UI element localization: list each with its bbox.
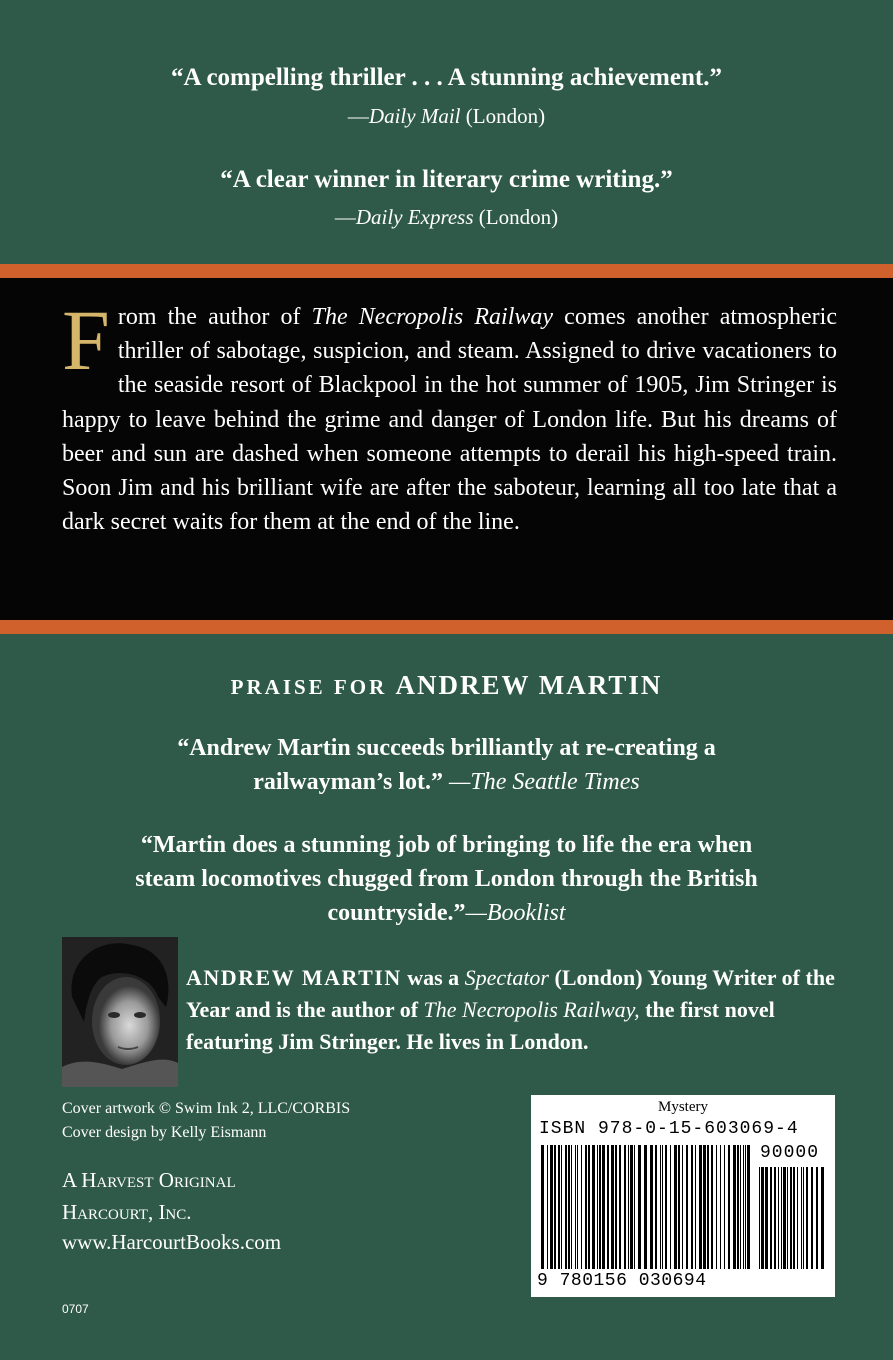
barcode-bar [790, 1167, 792, 1269]
cover-artwork-credit: Cover artwork © Swim Ink 2, LLC/CORBIS [62, 1100, 351, 1117]
praise-quote-seattle-times [0, 731, 893, 799]
barcode-bar [575, 1145, 576, 1269]
orange-band-bottom [0, 620, 893, 634]
barcode-bars-addon [759, 1167, 827, 1269]
barcode-bar [607, 1145, 609, 1269]
barcode-bar [821, 1167, 824, 1269]
isbn-barcode [531, 1095, 835, 1297]
barcode-bar [585, 1145, 587, 1269]
orange-band-top [0, 264, 893, 278]
barcode-bar [811, 1167, 813, 1269]
praise-heading-small: PRAISE FOR [230, 675, 388, 699]
barcode-bar [662, 1145, 663, 1269]
barcode-bar [787, 1167, 788, 1269]
quote-daily-mail: “A compelling thriller . . . A stunning achievement.” [171, 64, 722, 91]
barcode-bar [759, 1167, 760, 1269]
barcode-bar [624, 1145, 626, 1269]
barcode-bar [665, 1145, 667, 1269]
barcode-bar [816, 1167, 818, 1269]
barcode-bar [724, 1145, 725, 1269]
barcode-bar [615, 1145, 617, 1269]
blurb-lead: rom the author of [117, 304, 312, 330]
author-bio [186, 962, 846, 1058]
barcode-number: 9 780156 030694 [537, 1271, 707, 1291]
barcode-bar [597, 1145, 598, 1269]
blurb-book-title: The Necropolis Railway [311, 304, 554, 330]
barcode-bar [644, 1145, 647, 1269]
quote-line: “Martin does a stunning job of bringing to life the era when [140, 832, 753, 858]
barcode-bar [638, 1145, 641, 1269]
barcode-bar [737, 1145, 739, 1269]
print-code: 0707 [62, 1302, 89, 1316]
blurb-text [62, 292, 837, 539]
barcode-bar [720, 1145, 721, 1269]
quote-attribution: —Booklist [465, 900, 566, 926]
author-portrait-image [62, 937, 178, 1087]
barcode-bar [550, 1145, 553, 1269]
barcode-bar [599, 1145, 601, 1269]
praise-heading [0, 670, 893, 701]
barcode-bar [678, 1145, 680, 1269]
barcode-bar [740, 1145, 741, 1269]
barcode-bar [770, 1167, 772, 1269]
barcode-bar [565, 1145, 567, 1269]
barcode-bar [783, 1167, 786, 1269]
barcode-bar [793, 1167, 795, 1269]
barcode-bar [554, 1145, 556, 1269]
barcode-bar [695, 1145, 696, 1269]
barcode-bar [743, 1145, 744, 1269]
barcode-bar [581, 1145, 582, 1269]
barcode-bar [761, 1167, 764, 1269]
barcode-bar [774, 1167, 776, 1269]
publisher-url: www.HarcourtBooks.com [62, 1230, 282, 1254]
barcode-bar [655, 1145, 657, 1269]
barcode-bar [630, 1145, 633, 1269]
barcode-bar [765, 1167, 768, 1269]
attribution-dash: — [334, 205, 356, 229]
barcode-bar [806, 1167, 808, 1269]
barcode-bar [628, 1145, 629, 1269]
bio-publication: Spectator [464, 965, 549, 990]
barcode-bar [747, 1145, 750, 1269]
barcode-bar [691, 1145, 693, 1269]
barcode-bar [588, 1145, 590, 1269]
attribution-source: Daily Express [355, 205, 474, 229]
barcode-bar [674, 1145, 677, 1269]
publisher-name: Harcourt, Inc. [62, 1200, 192, 1224]
barcode-bar [745, 1145, 746, 1269]
barcode-bar [577, 1145, 578, 1269]
praise-heading-author: ANDREW MARTIN [395, 670, 663, 700]
quote-daily-express: “A clear winner in literary crime writing.” [220, 166, 673, 193]
barcode-bar [797, 1167, 798, 1269]
quote-attribution: —The Seattle Times [449, 769, 640, 795]
barcode-bar [602, 1145, 605, 1269]
barcode-bar [716, 1145, 717, 1269]
bio-text: the first novel featuring Jim Stringer. He lives in London. [186, 997, 775, 1054]
barcode-bar [547, 1145, 548, 1269]
barcode-genre: Mystery [658, 1099, 708, 1115]
quote-line: countryside.” [327, 900, 466, 926]
bio-text: was a [401, 965, 465, 990]
barcode-bar [650, 1145, 653, 1269]
barcode-bars-main [541, 1145, 751, 1269]
barcode-bar [619, 1145, 621, 1269]
barcode-bar [686, 1145, 688, 1269]
barcode-bar [561, 1145, 562, 1269]
barcode-bar [707, 1145, 709, 1269]
barcode-bar [801, 1167, 802, 1269]
barcode-bar [711, 1145, 713, 1269]
attribution-daily-mail [0, 104, 893, 129]
quote-line: steam locomotives chugged from London through the British [135, 866, 758, 892]
barcode-bar [728, 1145, 730, 1269]
barcode-bar [660, 1145, 661, 1269]
attribution-suffix: (London) [460, 104, 546, 128]
bio-text: (London) Young Writer of the Year and is the author of [186, 965, 835, 1022]
bio-author-name: ANDREW MARTIN [186, 965, 402, 990]
barcode-bar [682, 1145, 683, 1269]
barcode-price-code: 90000 [760, 1143, 820, 1163]
barcode-bar [781, 1167, 782, 1269]
barcode-bar [558, 1145, 560, 1269]
author-photo [62, 937, 178, 1087]
quote-line: railwayman’s lot.” [253, 769, 450, 795]
barcode-bar [592, 1145, 595, 1269]
blurb-body: comes another atmospheric thriller of sabotage, suspicion, and steam. Assigned to drive vacationers to the seaside resort of Blackpool in the hot summer of 1905, Jim Stringer is happy to leave behind the grime and danger of London life. But his dreams of beer and sun are dashed when someone attempts to derail his high-speed train. Soon Jim and his brilliant wife are after the saboteur, learning all too late that a dark secret waits for them at the end of the line. [62, 304, 837, 536]
drop-cap: F [62, 292, 110, 388]
bio-book-title: The Necropolis Railway, [423, 997, 640, 1022]
publisher-imprint: A Harvest Original [62, 1168, 236, 1192]
attribution-dash: — [347, 104, 369, 128]
barcode-bar [568, 1145, 570, 1269]
barcode-bar [634, 1145, 635, 1269]
attribution-suffix: (London) [473, 205, 559, 229]
praise-quote-booklist [0, 828, 893, 930]
barcode-bar [778, 1167, 779, 1269]
barcode-bar [541, 1145, 544, 1269]
barcode-bar [703, 1145, 706, 1269]
attribution-daily-express [0, 205, 893, 230]
barcode-isbn: ISBN 978-0-15-603069-4 [539, 1119, 799, 1139]
barcode-bar [803, 1167, 804, 1269]
barcode-bar [670, 1145, 671, 1269]
barcode-bar [699, 1145, 702, 1269]
barcode-bar [733, 1145, 736, 1269]
cover-design-credit: Cover design by Kelly Eismann [62, 1124, 267, 1141]
barcode-bar [571, 1145, 572, 1269]
barcode-bar [611, 1145, 614, 1269]
quote-line: “Andrew Martin succeeds brilliantly at re-creating a [177, 735, 716, 761]
attribution-source: Daily Mail [368, 104, 461, 128]
